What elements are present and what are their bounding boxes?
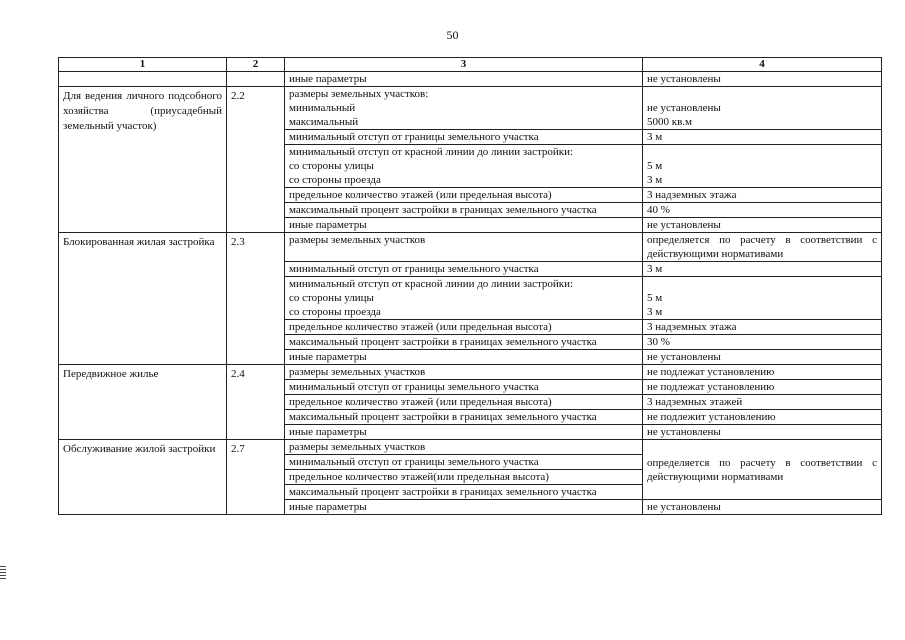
- param-cell: минимальный отступ от границы земельного участка: [285, 130, 643, 145]
- param-cell: минимальный отступ от границы земельного участка: [285, 380, 643, 395]
- empty-cell: [227, 72, 285, 87]
- param-cell: максимальный процент застройки в границах земельного участка: [285, 203, 643, 218]
- param-cell: иные параметры: [285, 425, 643, 440]
- value-cell: не установлены: [643, 350, 882, 365]
- use-type-name: Обслуживание жилой застройки: [59, 440, 227, 515]
- param-line: минимальный: [289, 102, 356, 114]
- param-cell: иные параметры: [285, 218, 643, 233]
- use-type-code: 2.4: [227, 365, 285, 440]
- param-cell: максимальный процент застройки в границах земельного участка: [285, 335, 643, 350]
- land-use-parameters-table: [58, 57, 882, 515]
- param-cell: размеры земельных участков: [285, 440, 643, 455]
- value-line: 5 м: [647, 292, 663, 304]
- table-row: [59, 440, 882, 455]
- param-cell: максимальный процент застройки в границах земельного участка: [285, 485, 643, 500]
- value-cell: не установлены: [643, 500, 882, 515]
- param-cell: предельное количество этажей (или предельная высота): [285, 320, 643, 335]
- header-col-3: 3: [285, 58, 643, 72]
- value-line: 5 м: [647, 160, 663, 172]
- value-cell: 3 надземных этажей: [643, 395, 882, 410]
- value-cell: 30 %: [643, 335, 882, 350]
- table-row: [59, 72, 882, 87]
- value-line: 3 м: [647, 306, 663, 318]
- value-cell: [643, 145, 882, 188]
- empty-cell: [59, 72, 227, 87]
- value-cell: 3 м: [643, 130, 882, 145]
- value-cell: не установлены: [643, 218, 882, 233]
- value-cell: не подлежит установлению: [643, 410, 882, 425]
- value-cell: 3 надземных этажа: [643, 320, 882, 335]
- value-cell: не установлены: [643, 425, 882, 440]
- value-cell: определяется по расчету в соответствии с действующими нормативами: [643, 233, 882, 262]
- param-line: минимальный отступ от красной линии до линии застройки:: [289, 146, 574, 158]
- param-cell: предельное количество этажей (или предельная высота): [285, 188, 643, 203]
- header-col-1: 1: [59, 58, 227, 72]
- header-row: [59, 58, 882, 72]
- param-cell: максимальный процент застройки в границах земельного участка: [285, 410, 643, 425]
- value-line: не установлены: [647, 102, 721, 114]
- merged-value-cell: определяется по расчету в соответствии с действующими нормативами: [643, 440, 882, 500]
- param-cell: [285, 145, 643, 188]
- param-line: со стороны улицы: [289, 292, 374, 304]
- value-cell: не установлены: [643, 72, 882, 87]
- scan-edge-mark: [0, 566, 6, 581]
- value-cell: 3 м: [643, 262, 882, 277]
- use-type-name: Блокированная жилая застройка: [59, 233, 227, 365]
- use-type-name: Для ведения личного подсобного хозяйства (приусадебный земельный участок): [59, 87, 227, 233]
- value-line: [647, 87, 877, 101]
- param-line: со стороны проезда: [289, 306, 381, 318]
- use-type-code: 2.7: [227, 440, 285, 515]
- param-cell: размеры земельных участков: [285, 233, 643, 262]
- table-row: [59, 87, 882, 130]
- value-cell: [643, 87, 882, 130]
- value-line: [647, 277, 877, 291]
- param-line: размеры земельных участков:: [289, 88, 429, 100]
- param-line: со стороны улицы: [289, 160, 374, 172]
- param-cell: иные параметры: [285, 350, 643, 365]
- param-cell: иные параметры: [285, 500, 643, 515]
- page-number: 50: [446, 28, 459, 42]
- param-cell: предельное количество этажей(или предельная высота): [285, 470, 643, 485]
- header-col-2: 2: [227, 58, 285, 72]
- value-cell: 3 надземных этажа: [643, 188, 882, 203]
- param-line: со стороны проезда: [289, 174, 381, 186]
- use-type-code: 2.2: [227, 87, 285, 233]
- table-row: [59, 233, 882, 262]
- value-line: 3 м: [647, 174, 663, 186]
- param-line: минимальный отступ от красной линии до линии застройки:: [289, 278, 574, 290]
- param-cell: [285, 87, 643, 130]
- value-line: [647, 145, 877, 159]
- table-row: [59, 365, 882, 380]
- value-cell: 40 %: [643, 203, 882, 218]
- use-type-name: Передвижное жилье: [59, 365, 227, 440]
- param-cell: минимальный отступ от границы земельного участка: [285, 455, 643, 470]
- param-cell: [285, 277, 643, 320]
- value-cell: [643, 277, 882, 320]
- param-cell: предельное количество этажей (или предельная высота): [285, 395, 643, 410]
- value-cell: не подлежат установлению: [643, 365, 882, 380]
- param-cell: иные параметры: [285, 72, 643, 87]
- header-col-4: 4: [643, 58, 882, 72]
- value-cell: не подлежат установлению: [643, 380, 882, 395]
- param-line: максимальный: [289, 116, 359, 128]
- use-type-code: 2.3: [227, 233, 285, 365]
- param-cell: размеры земельных участков: [285, 365, 643, 380]
- value-line: 5000 кв.м: [647, 116, 692, 128]
- param-cell: минимальный отступ от границы земельного участка: [285, 262, 643, 277]
